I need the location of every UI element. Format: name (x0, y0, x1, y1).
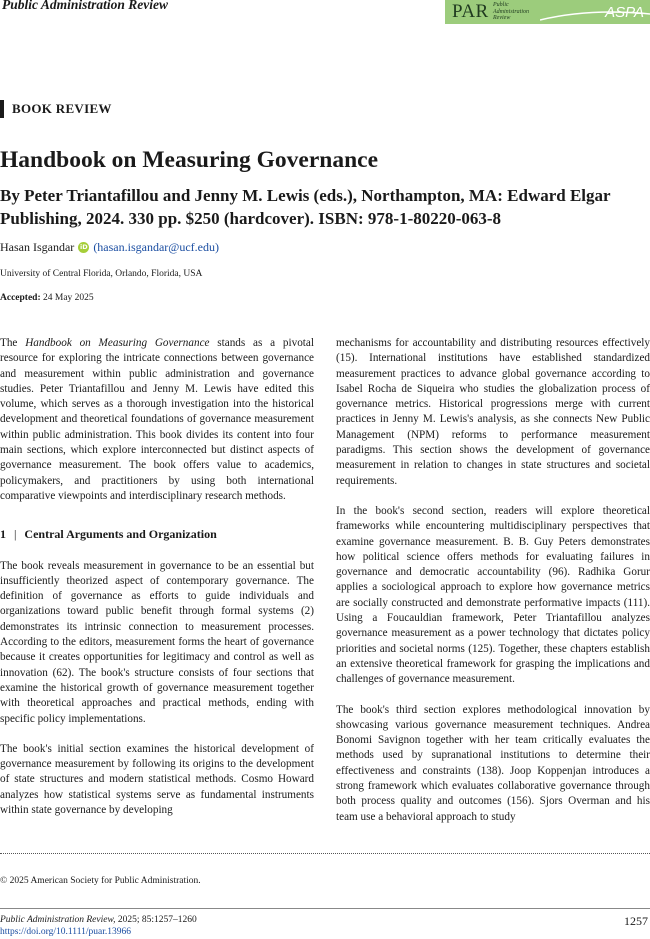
text-run: stands as a pivotal resource for exploring the intricate connections between governance and measurement within public administration and governance studies. Peter Triantafillou and Jenny M. Lewis have edited this volume, which serves as a thorough investigation into the historical development and theoretical foundations of governance measurement within public administration. This book divides its content into four main sections, which explore interconnected but distinct aspects of governance measurement. The book offers value to academics, policymakers, and practitioners by using both international comparative viewpoints and interdisciplinary research methods. (0, 337, 314, 502)
orcid-icon[interactable]: iD (80, 243, 88, 251)
book-title-emphasis: Handbook on Measuring Governance (25, 337, 210, 349)
par-sub-line: Administration (493, 8, 530, 15)
author-name: Hasan Isgandar (0, 240, 75, 254)
aspa-logo-text: ASPA (605, 4, 644, 21)
par-logo-text: PAR (452, 1, 489, 22)
body-paragraph: The book's third section explores methodological innovation by showcasing various governance measurement techniques. Andrea Bonomi Savignon together with her team critically evaluates the methods used by supranational institutions to determine their effectiveness and constraints (138). Joop Koppenjan introduces a strong framework which evaluates collaborative governance through both process quality and outcomes (156). Sjors Overman and his team use a behavioral approach to study (336, 703, 650, 823)
text-run: The (0, 337, 26, 349)
body-paragraph: The book reveals measurement in governance to be an essential but insufficiently theorized aspect of contemporary governance. The definition of governance as efforts to guide individuals and organizations toward public benefit through formal systems (2) demonstrates its intrinsic connection to measurement processes. According to the editors, measurement forms the heart of governance because it creates opportunities for legitimacy and control as well as innovation (62). The book's structure consists of four sections that examine the historical growth of governance measurement together with theoretical approaches and practical methods, ending with specific policy implementations. (0, 559, 314, 725)
article-subtitle: By Peter Triantafillou and Jenny M. Lewis (eds.), Northampton, MA: Edward Elgar Publishing, 2024. 330 pp. $250 (hardcover). ISBN: 978-1-80220-063-8 (0, 186, 611, 228)
author-line (0, 240, 219, 255)
footer-rule (0, 908, 650, 909)
accepted-label: Accepted: (0, 293, 41, 303)
heading-number: 1 (0, 527, 6, 542)
par-sub-line: Review (493, 15, 511, 21)
journal-name: Public Administration Review (2, 0, 169, 12)
footnote-divider (0, 853, 650, 854)
author-email-link[interactable]: (hasan.isgandar@ucf.edu) (93, 240, 219, 254)
page-number: 1257 (624, 914, 648, 928)
par-logo-subtitle (493, 2, 529, 22)
section-heading (0, 527, 314, 542)
heading-text: Central Arguments and Organization (24, 527, 217, 542)
body-paragraph: mechanisms for accountability and distributing resources effectively (15). International institutions have established standardized measurement practices to advance global governance according to Isabel Rocha de Siqueira who studies the globalization process of governance metrics. Historical progressions merge with current practices in Jenny M. Lewis's analysis, as she connects New Public Management (NPM) reforms to performance measurement paradigms. This section shows the development of governance measurement in relation to changes in state structures and societal requirements. (336, 337, 650, 487)
right-column (336, 336, 650, 840)
heading-separator: | (14, 527, 17, 542)
article-title: Handbook on Measuring Governance (0, 147, 378, 173)
journal-logo (445, 0, 650, 24)
copyright-notice: © 2025 American Society for Public Administration. (0, 876, 201, 886)
section-tag-label: BOOK REVIEW (12, 101, 112, 116)
left-column (0, 336, 314, 833)
section-tag (0, 100, 112, 118)
doi-link[interactable]: https://doi.org/10.1111/puar.13966 (0, 927, 131, 937)
par-sub-line: Public (493, 2, 509, 8)
body-paragraph: The book's initial section examines the historical development of governance measurement by following its origins to the development of state structures and modern statistical methods. Cosmo Howard analyzes how statistical systems serve as fundamental instruments within state governance by developing (0, 742, 314, 817)
section-tag-bar (0, 100, 4, 118)
citation-journal: Public Administration Review, (0, 915, 116, 925)
body-paragraph: In the book's second section, readers will explore theoretical frameworks while encountering multidisciplinary perspectives that examine governance measurement. B. B. Guy Peters demonstrates how political science offers methods for evaluating failures in governance and democratic accountability (96). Radhika Gorur applies a sociological approach to explore how governance metrics are socially constructed and demonstrate performative impacts (111). Using a Foucauldian framework, Peter Triantafillou analyzes governance measurement as a power technology that dictates policy priorities and societal norms (125). Together, these chapters establish an extensive theoretical framework for grasping the implications and challenges of governance measurement. (336, 504, 650, 686)
body-paragraph (0, 336, 314, 504)
accepted-date (0, 293, 94, 303)
author-affiliation: University of Central Florida, Orlando, Florida, USA (0, 269, 203, 279)
footer-citation (0, 915, 197, 925)
accepted-value: 24 May 2025 (43, 293, 94, 303)
citation-volume: 2025; 85:1257–1260 (115, 915, 197, 925)
